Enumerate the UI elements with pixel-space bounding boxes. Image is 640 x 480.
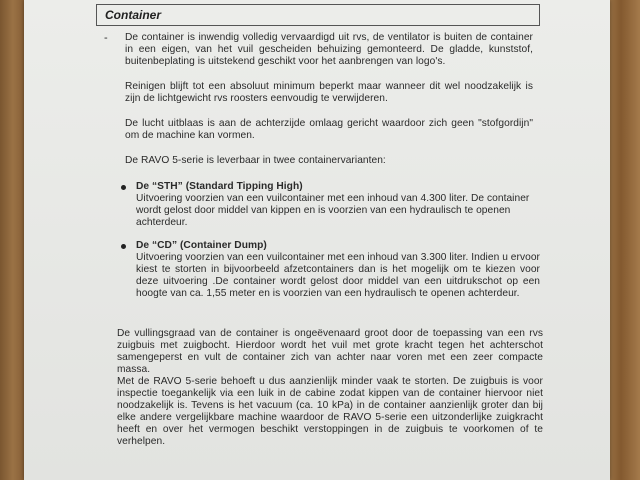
bullet-sth-body: Uitvoering voorzien van een vuilcontainer met een inhoud van 4.300 liter. De container wordt gelost door middel van kippen en is voorzien van een hydraulisch te openen achterdeur. — [136, 193, 530, 228]
bullet-cd-title: De “CD” (Container Dump) — [136, 240, 267, 251]
list-dash: - — [104, 32, 108, 44]
bullet-sth-title: De “STH” (Standard Tipping High) — [136, 181, 303, 192]
paragraph-exhaust: De lucht uitblaas is aan de achterzijde omlaag gericht waardoor zich geen "stofgordijn" om de machine kan vormen. — [125, 118, 533, 141]
section-header — [96, 4, 540, 26]
paragraph-dumping: Met de RAVO 5-serie behoeft u dus aanzienlijk minder vaak te storten. De zuigbuis is voor inspectie toegankelijk via een luik in de cabine zodat kippen van de container hiervoor niet noodzakelijk is. Tevens is het vacuum (ca. 10 kPa) in de container aanzienlijk groter dan bij elke andere vergelijkbare machine waardoor de RAVO 5-serie een uitzonderlijke zuigkracht heeft en over het vermogen beschikt verstoppingen in de zuigbuis te voorkomen of te verhelpen. — [117, 376, 543, 447]
paragraph-cleaning: Reinigen blijft tot een absoluut minimum beperkt maar wanneer dit wel noodzakelijk is zijn de lichtgewicht rvs roosters eenvoudig te verwijderen. — [125, 81, 533, 104]
paragraph-intro: De container is inwendig volledig vervaardigd uit rvs, de ventilator is buiten de container in een eigen, van het vuil gescheiden behuizing gemonteerd. De gladde, kunststof, buitenbeplating is uitstekend geschikt voor het aanbrengen van logo's. — [125, 32, 533, 67]
section-title: Container — [105, 8, 162, 22]
paragraph-fill-rate: De vullingsgraad van de container is ongeëvenaard groot door de toepassing van een rvs zuigbuis met zuigbocht. Hierdoor wordt het vuil met grote kracht tegen het achterschot samengeperst en vult de container zich van achter naar voren met een zeer compacte massa. — [117, 328, 543, 375]
bullet-dot — [121, 185, 126, 190]
paragraph-variants-intro: De RAVO 5-serie is leverbaar in twee containervarianten: — [125, 155, 386, 166]
bullet-dot — [121, 244, 126, 249]
bullet-cd-body: Uitvoering voorzien van een vuilcontainer met een inhoud van 3.300 liter. Indien u ervoor kiest te storten in bijvoorbeeld afzetcontainers dan is het mogelijk om te kiezen voor deze uitvoering .De container wordt gelost door middel van een uitdrukschot op een hoogte van ca. 1,55 meter en is voorzien van een hydraulisch te openen achterdeur. — [136, 252, 540, 299]
